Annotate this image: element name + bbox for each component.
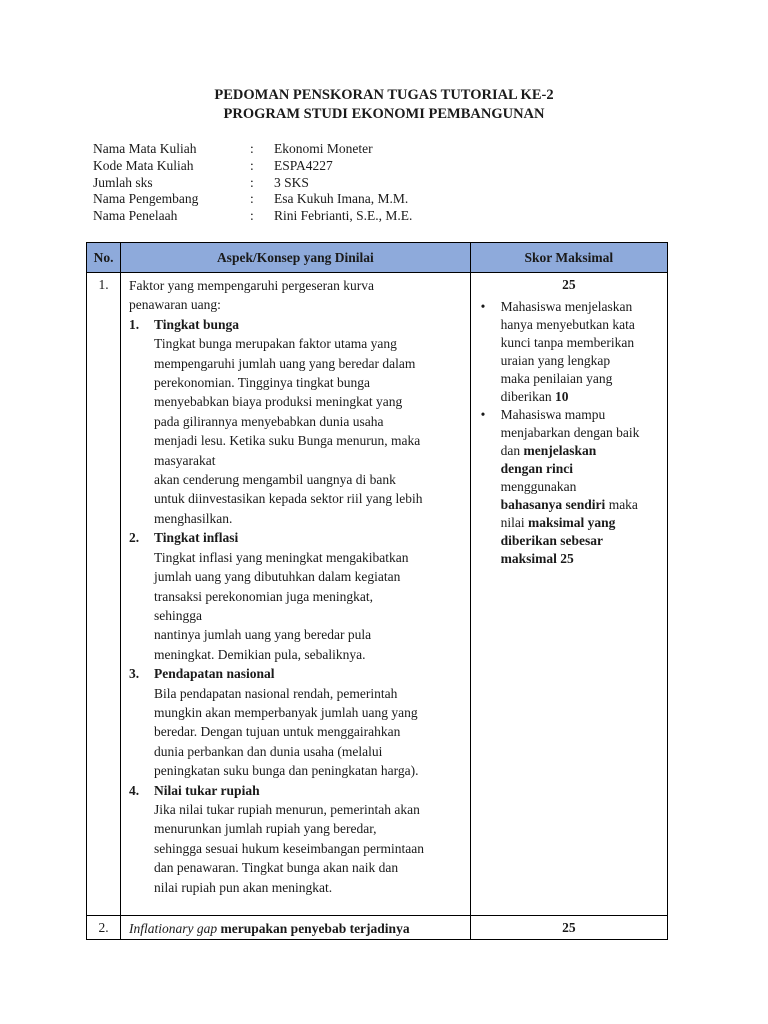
factor-heading (129, 528, 466, 547)
score-cell (470, 916, 667, 940)
factor-line: mungkin akan memperbanyak jumlah uang yang (154, 704, 418, 720)
factor-body (129, 548, 466, 664)
info-row (93, 158, 412, 175)
criteria-line: dengan rinci (500, 461, 574, 476)
score-cell (470, 273, 667, 916)
info-row (93, 141, 412, 158)
factor-line: beredar. Dengan tujuan untuk menggairahkan (154, 724, 401, 740)
factor-line: peningkatan suku bunga dan peningkatan harga). (154, 763, 419, 779)
factor-line: perekonomian. Tingginya tingkat bunga (154, 375, 371, 391)
title-line-1: PEDOMAN PENSKORAN TUGAS TUTORIAL KE-2 (214, 87, 554, 103)
factor-line: pada gilirannya menyebabkan dunia usaha (154, 413, 384, 429)
criteria-line: menjabarkan dengan baik (500, 425, 640, 440)
intro-line: penawaran uang: (129, 297, 221, 313)
info-label: Nama Pengembang (93, 191, 199, 207)
factor-line: menurunkan jumlah rupiah yang beredar, (154, 821, 377, 837)
factor-line: mempengaruhi jumlah uang yang beredar dalam (154, 355, 416, 371)
criteria-line: • Mahasiswa mampu (500, 407, 606, 422)
info-label: Nama Mata Kuliah (93, 141, 197, 156)
criteria-score: 10 (555, 389, 569, 404)
info-separator: : (250, 157, 254, 173)
factor-number: 1. (129, 316, 140, 332)
info-label: Kode Mata Kuliah (93, 157, 194, 173)
aspect-term: Inflationary gap (129, 921, 218, 936)
info-separator: : (250, 191, 254, 207)
criteria-line: hanya menyebutkan kata (500, 317, 635, 332)
criteria-list (477, 298, 661, 568)
criteria-line: menggunakan (500, 479, 577, 494)
max-score: 25 (562, 920, 576, 935)
info-value: Esa Kukuh Imana, M.M. (274, 191, 409, 207)
row-number: 2. (87, 916, 121, 940)
header-skor: Skor Maksimal (470, 243, 667, 273)
criteria-line: • Mahasiswa menjelaskan (500, 299, 633, 314)
factor-line: Tingkat inflasi yang meningkat mengakibatkan (154, 549, 409, 565)
table-row (87, 916, 668, 940)
factor-line: transaksi perekonomian juga meningkat, (154, 588, 373, 604)
factor-line: Tingkat bunga merupakan faktor utama yang (154, 336, 397, 352)
page-title (0, 86, 768, 124)
criteria-emphasis: menjelaskan (523, 443, 597, 458)
max-score: 25 (562, 277, 576, 292)
criteria-line: maka penilaian yang (500, 371, 613, 386)
factor-number: 3. (129, 666, 140, 682)
factor-title: Nilai tukar rupiah (154, 782, 260, 798)
factor-line: meningkat. Demikian pula, sebaliknya. (154, 646, 366, 662)
factor-item (129, 781, 466, 897)
factor-line: dan penawaran. Tingkat bunga akan naik dan (154, 860, 399, 876)
info-label: Nama Penelaah (93, 208, 178, 224)
info-row (93, 191, 412, 208)
info-label: Jumlah sks (93, 174, 153, 190)
header-no: No. (87, 243, 121, 273)
factor-body (129, 800, 466, 897)
factor-heading (129, 664, 466, 683)
criteria-text: dan (500, 443, 524, 458)
factor-item (129, 664, 466, 780)
info-separator: : (250, 174, 254, 190)
aspect-cell (121, 273, 471, 916)
criteria-line (501, 388, 661, 406)
factor-title: Tingkat inflasi (154, 530, 239, 546)
info-row (93, 175, 412, 192)
criteria-emphasis: maksimal yang (528, 515, 616, 530)
criteria-line (501, 496, 661, 514)
criteria-line: kunci tanpa memberikan (500, 335, 635, 350)
info-row (93, 208, 412, 225)
course-info (93, 141, 412, 225)
factor-line: menyebabkan biaya produksi meningkat yang (154, 394, 403, 410)
row-number: 1. (87, 273, 121, 916)
criteria-item (501, 406, 661, 568)
info-value: Rini Febrianti, S.E., M.E. (274, 208, 413, 224)
factor-title: Tingkat bunga (154, 316, 239, 332)
factor-line: Bila pendapatan nasional rendah, pemerintah (154, 685, 398, 701)
criteria-text: nilai (500, 515, 529, 530)
factor-line: sehingga (154, 607, 203, 623)
factor-line: jumlah uang yang dibutuhkan dalam kegiatan (154, 569, 401, 585)
info-separator: : (250, 208, 254, 224)
factor-line: menjadi lesu. Ketika suku Bunga menurun, maka (154, 433, 421, 449)
factor-line: dunia perbankan dan dunia usaha (melalui (154, 743, 383, 759)
factor-line: masyarakat (154, 452, 216, 468)
header-aspek: Aspek/Konsep yang Dinilai (121, 243, 471, 273)
factor-line: akan cenderung mengambil uangnya di bank (154, 472, 396, 488)
criteria-line (501, 514, 661, 532)
criteria-item (501, 298, 661, 406)
factor-title: Pendapatan nasional (154, 666, 275, 682)
aspect-cell (121, 916, 471, 940)
intro-line: Faktor yang mempengaruhi pergeseran kurva (129, 278, 374, 293)
table-row (87, 273, 668, 916)
factor-body (129, 334, 466, 528)
factor-line: Jika nilai tukar rupiah menurun, pemerintah akan (154, 801, 420, 817)
factor-line: nilai rupiah pun akan meningkat. (154, 879, 333, 895)
factor-body (129, 684, 466, 781)
criteria-emphasis: bahasanya sendiri (500, 497, 606, 512)
info-value: ESPA4227 (274, 157, 333, 173)
table-header-row (87, 243, 668, 273)
factor-line: menghasilkan. (154, 510, 233, 526)
aspect-text: merupakan penyebab terjadinya (217, 921, 410, 936)
factor-heading (129, 781, 466, 800)
title-line-2: PROGRAM STUDI EKONOMI PEMBANGUNAN (223, 106, 545, 122)
factor-line: sehingga sesuai hukum keseimbangan permintaan (154, 840, 424, 856)
info-value: Ekonomi Moneter (274, 141, 373, 156)
factor-line: untuk diinvestasikan kepada sektor riil yang lebih (154, 491, 423, 507)
criteria-text: maka (605, 497, 638, 512)
criteria-line (501, 442, 661, 460)
criteria-line: uraian yang lengkap (500, 353, 611, 368)
factor-item (129, 528, 466, 664)
criteria-line: diberikan sebesar (500, 533, 604, 548)
factor-heading (129, 315, 466, 334)
factor-number: 4. (129, 782, 140, 798)
factor-item (129, 315, 466, 528)
info-value: 3 SKS (274, 174, 309, 190)
scoring-table (86, 242, 668, 940)
criteria-text: diberikan (500, 389, 555, 404)
info-separator: : (250, 141, 254, 156)
factor-line: nantinya jumlah uang yang beredar pula (154, 627, 372, 643)
criteria-line: maksimal 25 (500, 551, 574, 566)
factor-number: 2. (129, 530, 140, 546)
intro-text (129, 276, 466, 315)
